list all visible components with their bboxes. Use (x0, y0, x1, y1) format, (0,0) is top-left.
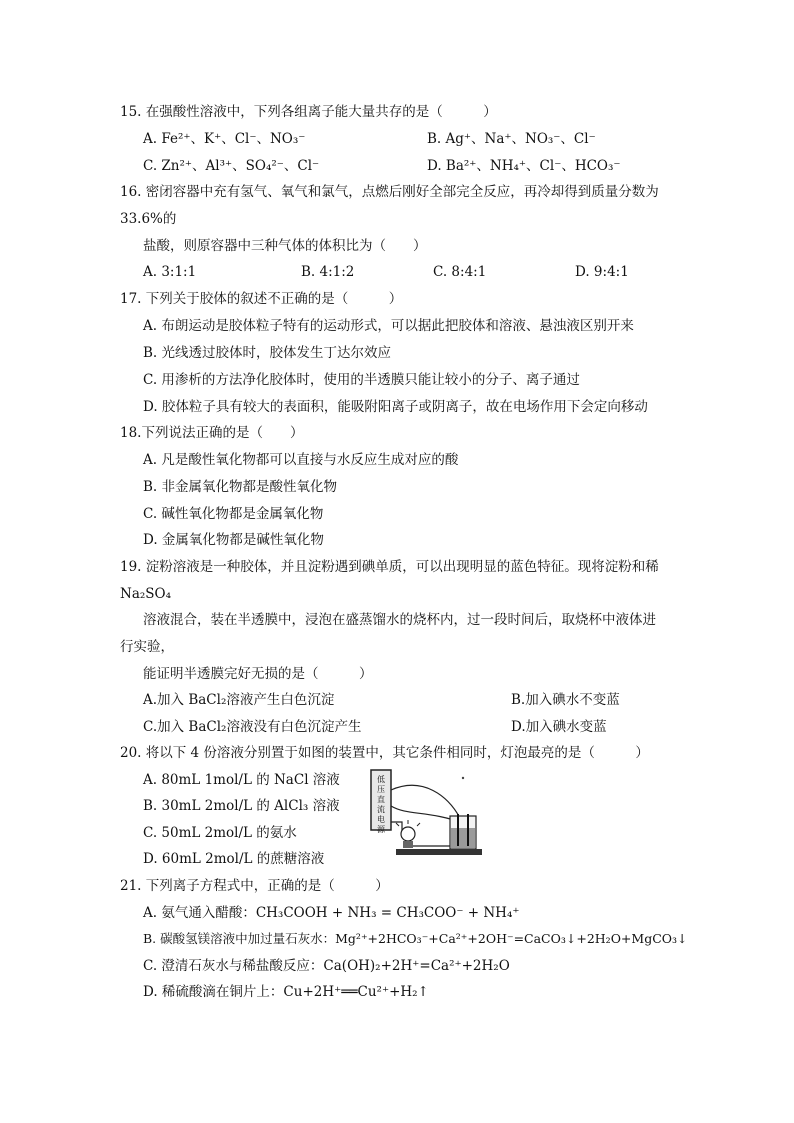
svg-text:低压直流电源: 低压直流电源 (377, 775, 385, 834)
q17-option-d: D. 胶体粒子具有较大的表面积，能吸附阳离子或阴离子，故在电场作用下会定向移动 (143, 399, 648, 415)
q21-option-d: D. 稀硫酸滴在铜片上：Cu+2H⁺══Cu²⁺+H₂↑ (143, 984, 429, 1000)
q21-option-b: B. 碳酸氢镁溶液中加过量石灰水：Mg²⁺+2HCO₃⁻+Ca²⁺+2OH⁻=CaCO₃↓+2H₂O+MgCO₃↓ (143, 931, 688, 946)
q15-stem: 15. 在强酸性溶液中，下列各组离子能大量共存的是（ ） (120, 104, 497, 120)
q20-stem: 20. 将以下 4 份溶液分别置于如图的装置中，其它条件相同时，灯泡最亮的是（ ） (120, 745, 649, 761)
q21-stem: 21. 下列离子方程式中，正确的是（ ） (120, 878, 389, 894)
q17-stem: 17. 下列关于胶体的叙述不正确的是（ ） (120, 291, 403, 307)
q21-option-a: A. 氨气通入醋酸：CH₃COOH + NH₃ = CH₃COO⁻ + NH₄⁺ (143, 905, 520, 921)
q15-option-a: A. Fe²⁺、K⁺、Cl⁻、NO₃⁻ (143, 131, 306, 147)
q20-option-a: A. 80mL 1mol/L 的 NaCl 溶液 (143, 772, 340, 788)
q17-option-a: A. 布朗运动是胶体粒子特有的运动形式，可以据此把胶体和溶液、悬浊液区别开来 (143, 318, 634, 334)
q19-stem-line2: Na₂SO₄ (120, 586, 172, 602)
q17-option-c: C. 用渗析的方法净化胶体时，使用的半透膜只能让较小的分子、离子通过 (143, 372, 580, 388)
beaker-icon (450, 814, 476, 849)
circuit-apparatus-figure (368, 766, 486, 862)
q16-option-d: D. 9:4:1 (575, 264, 629, 280)
q19-stem-line4: 行实验， (120, 639, 174, 655)
q20-option-d: D. 60mL 2mol/L 的蔗糖溶液 (143, 851, 325, 867)
q19-option-d: D.加入碘水变蓝 (511, 719, 607, 735)
q15-option-d: D. Ba²⁺、NH₄⁺、Cl⁻、HCO₃⁻ (427, 158, 621, 174)
q19-option-c: C.加入 BaCl₂溶液没有白色沉淀产生 (143, 719, 362, 735)
q18-option-a: A. 凡是酸性氧化物都可以直接与水反应生成对应的酸 (143, 452, 459, 468)
q15-option-c: C. Zn²⁺、Al³⁺、SO₄²⁻、Cl⁻ (143, 158, 320, 174)
q21-option-c: C. 澄清石灰水与稀盐酸反应：Ca(OH)₂+2H⁺=Ca²⁺+2H₂O (143, 958, 510, 974)
q19-stem-line3: 溶液混合，装在半透膜中，浸泡在盛蒸馏水的烧杯内，过一段时间后，取烧杯中液体进 (143, 612, 656, 628)
q18-option-b: B. 非金属氧化物都是酸性氧化物 (143, 479, 338, 495)
q18-stem: 18.下列说法正确的是（ ） (120, 425, 304, 441)
q19-option-a: A.加入 BaCl₂溶液产生白色沉淀 (143, 692, 335, 708)
q16-stem-line3: 盐酸，则原容器中三种气体的体积比为（ ） (143, 238, 427, 254)
q17-option-b: B. 光线透过胶体时，胶体发生丁达尔效应 (143, 345, 392, 361)
q16-option-a: A. 3:1:1 (143, 264, 197, 280)
q16-option-c: C. 8:4:1 (433, 264, 487, 280)
q19-option-b: B.加入碘水不变蓝 (511, 692, 620, 708)
q16-stem-line1: 16. 密闭容器中充有氢气、氧气和氯气，点燃后刚好全部完全反应，再冷却得到质量分数为 (120, 184, 659, 200)
q19-stem-line5: 能证明半透膜完好无损的是（ ） (143, 666, 373, 682)
q16-option-b: B. 4:1:2 (301, 264, 355, 280)
circuit-diagram (368, 766, 486, 862)
q16-stem-line2: 33.6%的 (120, 211, 177, 227)
q20-option-c: C. 50mL 2mol/L 的氨水 (143, 825, 297, 841)
q18-option-c: C. 碱性氧化物都是金属氧化物 (143, 506, 324, 522)
apparatus-base (396, 849, 482, 855)
q18-option-d: D. 金属氧化物都是碱性氧化物 (143, 532, 324, 548)
q19-stem-line1: 19. 淀粉溶液是一种胶体，并且淀粉遇到碘单质，可以出现明显的蓝色特征。现将淀粉和稀 (120, 559, 659, 575)
q15-option-b: B. Ag⁺、Na⁺、NO₃⁻、Cl⁻ (427, 131, 596, 147)
q20-option-b: B. 30mL 2mol/L 的 AlCl₃ 溶液 (143, 798, 340, 814)
